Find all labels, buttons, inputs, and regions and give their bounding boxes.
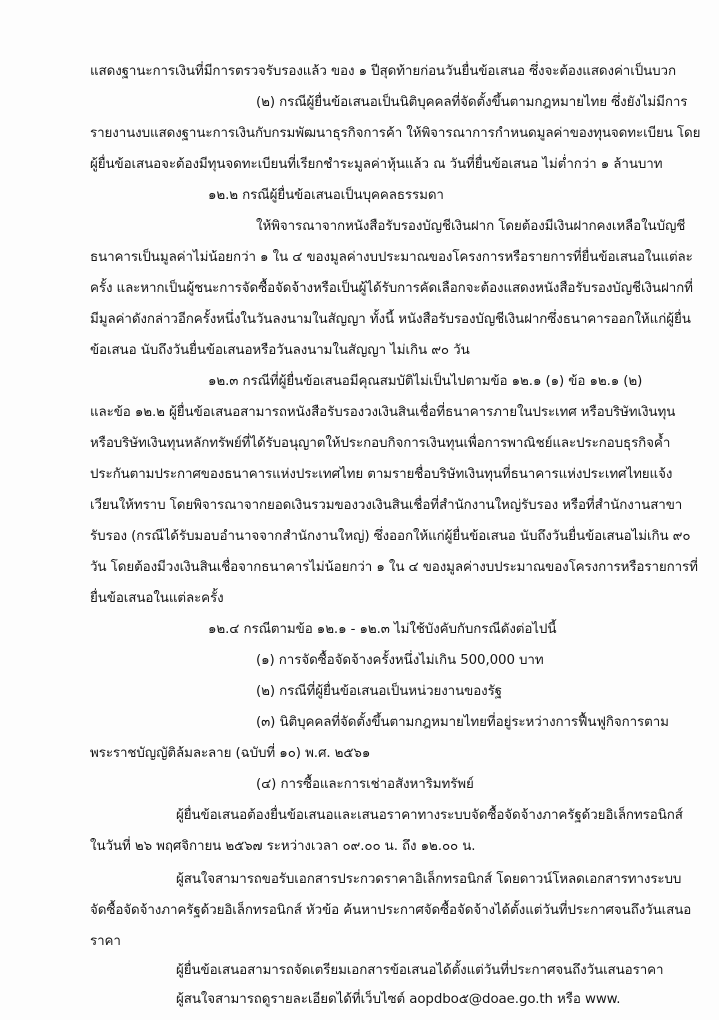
text-line: ๑๒.๔ กรณีตามข้อ ๑๒.๑ - ๑๒.๓ ไม่ใช้บังคับกับกรณีดังต่อไปนี้ (208, 622, 557, 637)
text-line: และข้อ ๑๒.๒ ผู้ยื่นข้อเสนอสามารถหนังสือรับรองวงเงินสินเชื่อที่ธนาคารภายในประเทศ หรือบริษัทเงินทุน (90, 405, 676, 420)
text-line: ผู้ยื่นข้อเสนอต้องยื่นข้อเสนอและเสนอราคาทางระบบจัดซื้อจัดจ้างภาครัฐด้วยอิเล็กทรอนิกส์ (176, 808, 683, 823)
text-line: ผู้สนใจสามารถดูรายละเอียดได้ที่เว็บไซต์ aopdbo๕@doae.go.th หรือ www. (176, 992, 621, 1007)
text-line: รับรอง (กรณีได้รับมอบอำนาจจากสำนักงานใหญ่) ซึ่งออกให้แก่ผู้ยื่นข้อเสนอ นับถึงวันยื่นข้อเสนอไม่เกิน ๙๐ (90, 529, 691, 544)
text-line: รายงานงบแสดงฐานะการเงินกับกรมพัฒนาธุรกิจการค้า ให้พิจารณาการกำหนดมูลค่าของทุนจดทะเบียน โดย (90, 126, 701, 141)
text-line: ๑๒.๒ กรณีผู้ยื่นข้อเสนอเป็นบุคคลธรรมดา (208, 188, 444, 203)
text-line: ในวันที่ ๒๖ พฤศจิกายน ๒๕๖๗ ระหว่างเวลา ๐๙.๐๐ น. ถึง ๑๒.๐๐ น. (90, 839, 476, 854)
text-line: ให้พิจารณาจากหนังสือรับรองบัญชีเงินฝาก โดยต้องมีเงินฝากคงเหลือในบัญชี (256, 219, 686, 234)
text-line: (๑) การจัดซื้อจัดจ้างครั้งหนึ่งไม่เกิน 500,000 บาท (256, 653, 544, 668)
text-line: ข้อเสนอ นับถึงวันยื่นข้อเสนอหรือวันลงนามในสัญญา ไม่เกิน ๙๐ วัน (90, 343, 470, 358)
text-line: เวียนให้ทราบ โดยพิจารณาจากยอดเงินรวมของวงเงินสินเชื่อที่สำนักงานใหญ่รับรอง หรือที่สำนักงานสาขา (90, 498, 683, 513)
text-line: แสดงฐานะการเงินที่มีการตรวจรับรองแล้ว ของ ๑ ปีสุดท้ายก่อนวันยื่นข้อเสนอ ซึ่งจะต้องแสดงค่าเป็นบวก (90, 64, 676, 79)
text-line: ผู้สนใจสามารถขอรับเอกสารประกวดราคาอิเล็กทรอนิกส์ โดยดาวน์โหลดเอกสารทางระบบ (176, 872, 682, 887)
text-line: วัน โดยต้องมีวงเงินสินเชื่อจากธนาคารไม่น้อยกว่า ๑ ใน ๔ ของมูลค่างบประมาณของโครงการหรือรายการที่ (90, 560, 698, 575)
text-line: ครั้ง และหากเป็นผู้ชนะการจัดซื้อจัดจ้างหรือเป็นผู้ได้รับการคัดเลือกจะต้องแสดงหนังสือรับรองบัญชีเงินฝากที่ (90, 281, 693, 296)
text-line: มีมูลค่าดังกล่าวอีกครั้งหนึ่งในวันลงนามในสัญญา ทั้งนี้ หนังสือรับรองบัญชีเงินฝากซึ่งธนาคารออกให้แก่ผู้ยื่น (90, 312, 691, 327)
text-line: (๒) กรณีผู้ยื่นข้อเสนอเป็นนิติบุคคลที่จัดตั้งขึ้นตามกฎหมายไทย ซึ่งยังไม่มีการ (256, 95, 688, 110)
text-line: ธนาคารเป็นมูลค่าไม่น้อยกว่า ๑ ใน ๔ ของมูลค่างบประมาณของโครงการหรือรายการที่ยื่นข้อเสนอในแต่ละ (90, 250, 693, 265)
text-line: (๔) การซื้อและการเช่าอสังหาริมทรัพย์ (256, 777, 474, 792)
text-line: หรือบริษัทเงินทุนหลักทรัพย์ที่ได้รับอนุญาตให้ประกอบกิจการเงินทุนเพื่อการพาณิชย์และประกอบธุรกิจค้ำ (90, 436, 671, 451)
text-line: ๑๒.๓ กรณีที่ผู้ยื่นข้อเสนอมีคุณสมบัติไม่เป็นไปตามข้อ ๑๒.๑ (๑) ข้อ ๑๒.๑ (๒) (208, 374, 643, 389)
text-line: ยื่นข้อเสนอในแต่ละครั้ง (90, 591, 224, 606)
text-line: ผู้ยื่นข้อเสนอจะต้องมีทุนจดทะเบียนที่เรียกชำระมูลค่าหุ้นแล้ว ณ วันที่ยื่นข้อเสนอ ไม่ต่ำกว่า ๑ ล้านบาท (90, 157, 663, 172)
text-line: ผู้ยื่นข้อเสนอสามารถจัดเตรียมเอกสารข้อเสนอได้ตั้งแต่วันที่ประกาศจนถึงวันเสนอราคา (176, 963, 664, 978)
text-line: (๒) กรณีที่ผู้ยื่นข้อเสนอเป็นหน่วยงานของรัฐ (256, 684, 502, 699)
text-line: (๓) นิติบุคคลที่จัดตั้งขึ้นตามกฎหมายไทยที่อยู่ระหว่างการฟื้นฟูกิจการตาม (256, 715, 669, 730)
text-line: ราคา (90, 934, 121, 949)
text-line: พระราชบัญญัติล้มละลาย (ฉบับที่ ๑๐) พ.ศ. ๒๕๖๑ (90, 746, 371, 761)
text-line: ประกันตามประกาศของธนาคารแห่งประเทศไทย ตามรายชื่อบริษัทเงินทุนที่ธนาคารแห่งประเทศไทยแจ้ง (90, 467, 673, 482)
text-line: จัดซื้อจัดจ้างภาครัฐด้วยอิเล็กทรอนิกส์ หัวข้อ ค้นหาประกาศจัดซื้อจัดจ้างได้ตั้งแต่วันที่ประกาศจนถึงวันเสนอ (90, 903, 692, 918)
